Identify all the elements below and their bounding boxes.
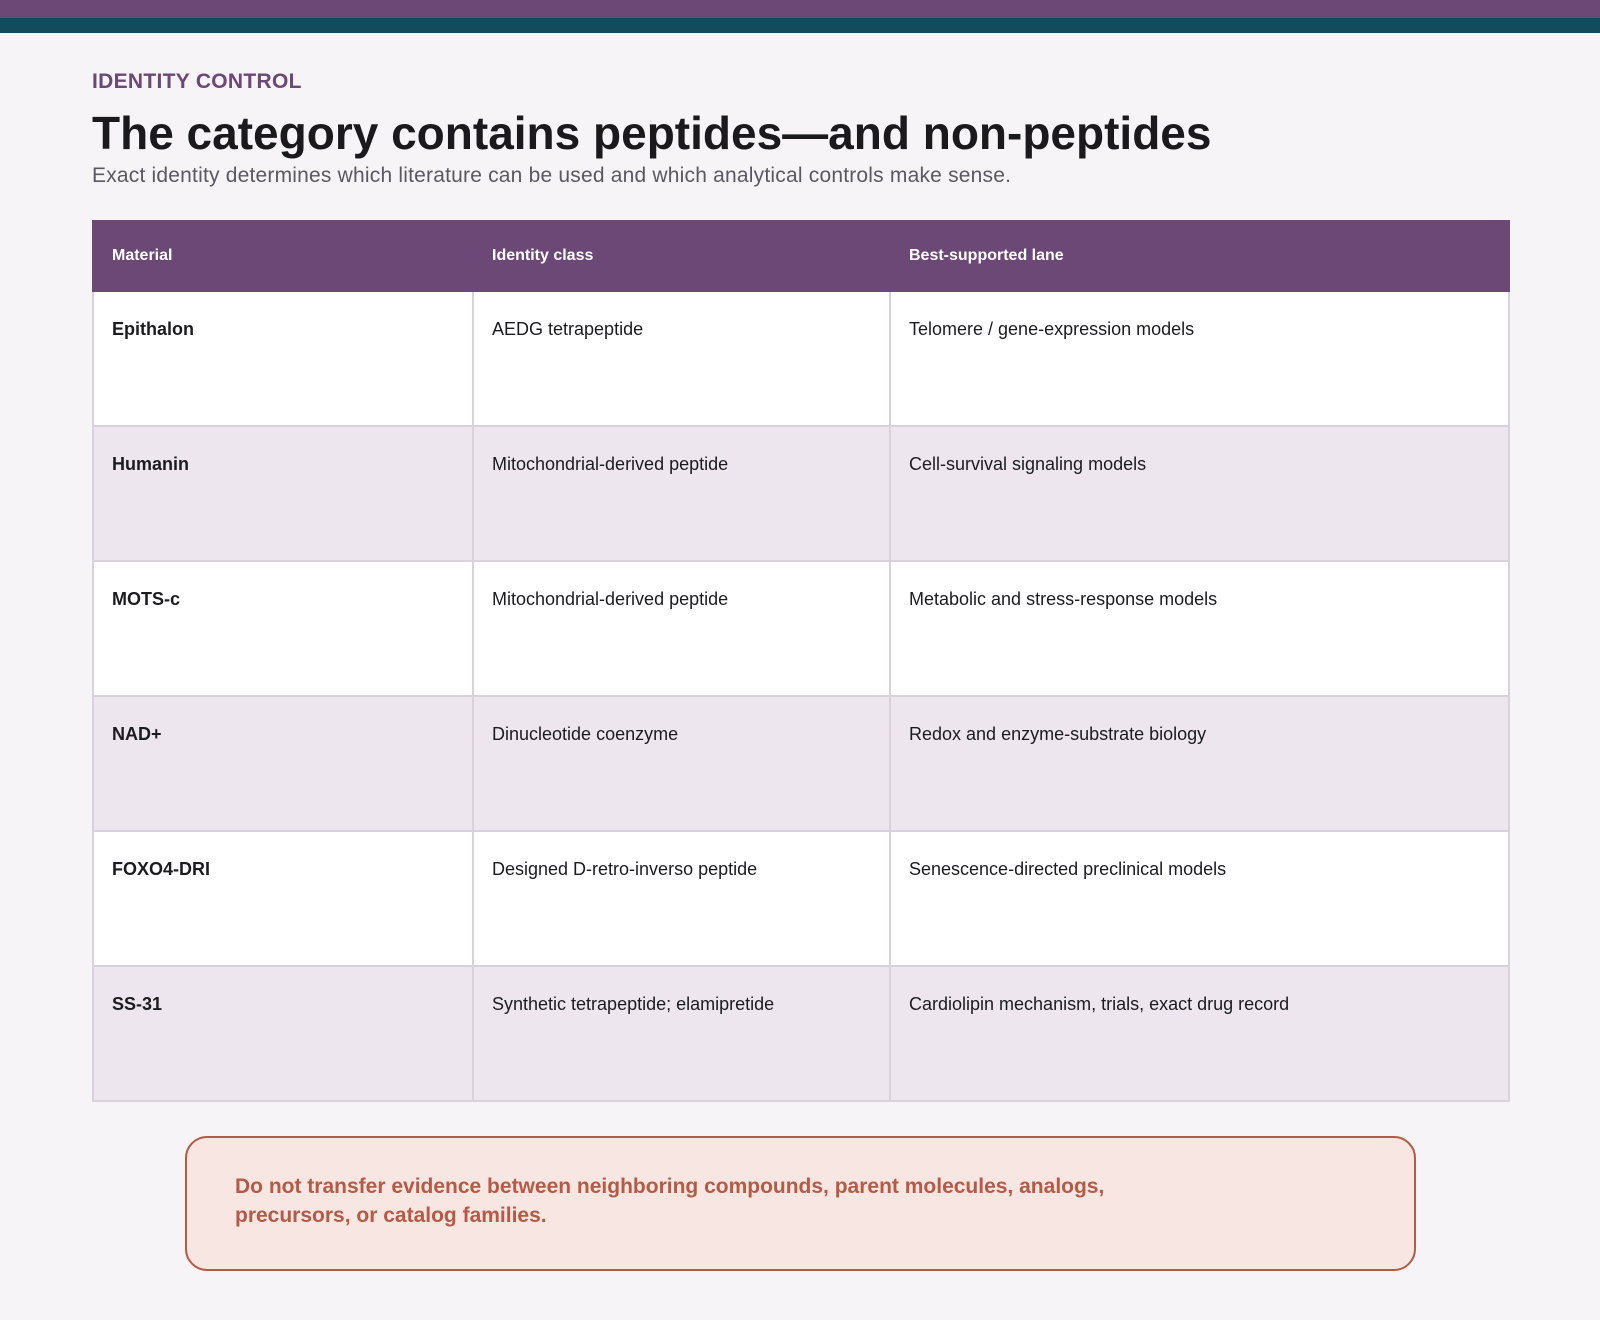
cell-material: MOTS-c — [93, 561, 473, 696]
cell-lane: Cell-survival signaling models — [890, 426, 1509, 561]
table-row — [93, 831, 1509, 966]
cell-lane: Senescence-directed preclinical models — [890, 831, 1509, 966]
cell-identity-class: AEDG tetrapeptide — [473, 291, 890, 426]
cell-material: SS-31 — [93, 966, 473, 1101]
table-row — [93, 291, 1509, 426]
section-eyebrow: IDENTITY CONTROL — [92, 70, 302, 93]
cell-lane: Redox and enzyme-substrate biology — [890, 696, 1509, 831]
page-subtitle: Exact identity determines which literature can be used and which analytical controls make sense. — [92, 164, 1012, 187]
table-row — [93, 561, 1509, 696]
top-brand-bar — [0, 0, 1600, 18]
warning-callout-text: Do not transfer evidence between neighboring compounds, parent molecules, analogs, precursors, or catalog families. — [235, 1175, 1105, 1227]
table-row — [93, 966, 1509, 1101]
cell-material: Epithalon — [93, 291, 473, 426]
cell-material: NAD+ — [93, 696, 473, 831]
cell-identity-class: Synthetic tetrapeptide; elamipretide — [473, 966, 890, 1101]
table-header-row — [93, 221, 1509, 291]
page-title: The category contains peptides—and non-peptides — [92, 107, 1212, 159]
column-header-lane: Best-supported lane — [890, 221, 1509, 291]
cell-lane: Metabolic and stress-response models — [890, 561, 1509, 696]
warning-callout — [185, 1136, 1416, 1271]
cell-identity-class: Designed D-retro-inverso peptide — [473, 831, 890, 966]
column-header-material: Material — [93, 221, 473, 291]
table-row — [93, 426, 1509, 561]
top-accent-bar — [0, 18, 1600, 33]
cell-identity-class: Mitochondrial-derived peptide — [473, 426, 890, 561]
identity-table — [92, 220, 1510, 1102]
cell-material: Humanin — [93, 426, 473, 561]
cell-material: FOXO4-DRI — [93, 831, 473, 966]
cell-lane: Telomere / gene-expression models — [890, 291, 1509, 426]
cell-lane: Cardiolipin mechanism, trials, exact drug record — [890, 966, 1509, 1101]
column-header-identity-class: Identity class — [473, 221, 890, 291]
cell-identity-class: Dinucleotide coenzyme — [473, 696, 890, 831]
cell-identity-class: Mitochondrial-derived peptide — [473, 561, 890, 696]
table-row — [93, 696, 1509, 831]
